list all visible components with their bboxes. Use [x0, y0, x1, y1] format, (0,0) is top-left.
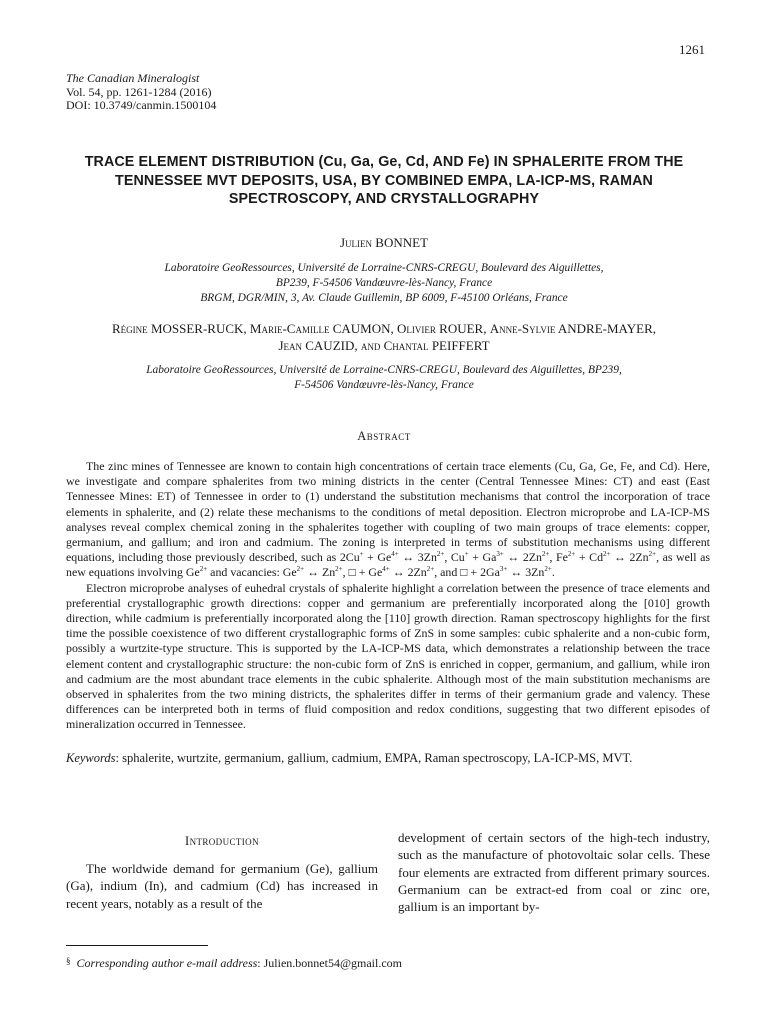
author-last-name: ROUER — [439, 321, 484, 336]
footnote-rule — [66, 945, 208, 946]
journal-doi: DOI: 10.3749/canmin.1500104 — [66, 98, 217, 112]
affiliation-2 — [100, 363, 668, 393]
affiliation-line: F-54506 Vandœuvre-lès-Nancy, France — [294, 379, 474, 391]
journal-volume: Vol. 54, pp. 1261-1284 (2016) — [66, 84, 212, 99]
abstract-body — [66, 459, 710, 733]
author-last-name: CAUMON — [332, 321, 391, 336]
body-paragraph: development of certain sectors of the high-tech industry, such as the manufacture of photovoltaic solar cells. These four elements are extracted from different primary sources. Germanium can be extract-ed from coal or zinc ore, gallium is an important by- — [398, 830, 710, 915]
keywords-list: : sphalerite, wurtzite, germanium, gallium, cadmium, EMPA, Raman spectroscopy, LA-ICP-MS, MVT. — [115, 751, 633, 765]
affiliation-1 — [100, 261, 668, 306]
footnote-email: : Julien.bonnet54@gmail.com — [257, 956, 402, 970]
author-first-name: Jean — [278, 338, 302, 353]
author-line-2: Régine MOSSER-RUCK, Marie-Camille CAUMON, Olivier ROUER, Anne-Sylvie ANDRE-MAYER, Jean CAUZID, and Chantal PEIFFERT — [112, 321, 656, 353]
author-first-name: Marie-Camille — [249, 321, 330, 336]
affiliation-line: BRGM, DGR/MIN, 3, Av. Claude Guillemin, BP 6009, F-45100 Orléans, France — [200, 292, 568, 304]
keywords — [66, 750, 710, 766]
abstract-paragraph-1: The zinc mines of Tennessee are known to contain high concentrations of certain trace elements (Cu, Ga, Ge, Fe, and Cd). Here, we investigate and compare sphalerites from two mining districts in the center (Central Tennessee Mines: CT) and east (East Tennessee Mines: ET) of Tennessee in order to (1) understand the substitution mechanisms that control the incorporation of trace elements in sphalerite, and (2) relate these mechanisms to the conditions of metal deposition. Electron microprobe and LA-ICP-MS analyses reveal complex chemical zoning in the sphalerites together with coupling of two main groups of trace elements: copper, germanium, and gallium; and iron and cadmium. The zoning is interpreted in terms of substitution mechanisms using different equations, including those previously described, such as $2Cu^+ + Ge^{4+}$ ↔ $3Zn^{2+}$, $Cu^+ + Ga^{3+}$ ↔ $2Zn^{2+}$, $Fe^{2+} + Cd^{2+}$ ↔ $2Zn^{2+}$, as well as new equations involving $Ge^{2+}$ and vacancies: $Ge^{2+}$ ↔ $Zn^{2+}$, □ + $Ge^{4+}$ ↔ $2Zn^{2+}$, and □ + $2Ga^{3+}$ ↔ $3Zn^{2+}$. — [66, 459, 710, 580]
author-last-name: PEIFFERT — [431, 338, 490, 353]
journal-name: The Canadian Mineralogist — [66, 71, 200, 85]
body-column-right — [398, 829, 710, 915]
footnote-symbol: § — [66, 956, 71, 966]
body-paragraph: The worldwide demand for germanium (Ge), gallium (Ga), indium (In), and cadmium (Cd) has increased in recent years, notably as a result of the — [66, 861, 378, 911]
author-last-name: ANDRE-MAYER — [557, 321, 653, 336]
footnote — [66, 956, 402, 971]
affiliation-line: Laboratoire GeoRessources, Université de Lorraine-CNRS-CREGU, Boulevard des Aiguillettes, BP239, — [146, 364, 622, 376]
author-last-name: BONNET — [375, 235, 429, 250]
abstract-heading: Abstract — [357, 429, 411, 443]
keywords-label: Keywords — [66, 751, 116, 765]
footnote-label: Corresponding author e-mail address — [76, 956, 258, 970]
author-first-name: Olivier — [397, 321, 436, 336]
introduction-heading: Introduction — [185, 834, 259, 848]
author-last-name: MOSSER-RUCK — [150, 321, 244, 336]
author-line-1 — [62, 234, 706, 251]
affiliation-line: Laboratoire GeoRessources, Université de Lorraine-CNRS-CREGU, Boulevard des Aiguillettes, — [164, 262, 604, 274]
author-first-name: Chantal — [383, 338, 429, 353]
author-first-name: Julien — [339, 235, 373, 250]
journal-header — [66, 72, 216, 113]
affiliation-line: BP239, F-54506 Vandœuvre-lès-Nancy, France — [275, 277, 493, 289]
paper-title: TRACE ELEMENT DISTRIBUTION (Cu, Ga, Ge, Cd, AND Fe) IN SPHALERITE FROM THE TENNESSEE MVT DEPOSITS, USA, BY COMBINED EMPA, LA-ICP-MS, RAMAN SPECTROSCOPY, AND CRYSTALLOGRAPHY — [84, 154, 684, 207]
abstract-paragraph-2: Electron microprobe analyses of euhedral crystals of sphalerite highlight a correlation between the presence of trace elements and preferential crystallographic growth directions: copper and germanium are preferentially incorporated along the [010] growth direction, while cadmium is preferentially incorporated along the [110] growth direction. Raman spectroscopy highlights for the first time the possible coexistence of two different crystallographic forms of ZnS in some samples: cubic sphalerite and a non-cubic form, possibly a wurtzite-type structure. This is supported by the LA-ICP-MS data, which demonstrates a relationship between the trace element content and crystallographic structure: the non-cubic form of ZnS is enriched in copper, germanium, and gallium, while iron and cadmium are the most abundant trace elements in the cubic sphalerite. Although most of the main substitution mechanisms are observed in sphalerites from the two mining districts, the sphalerites differ in terms of their germanium grade and valency. These differences can be interpreted both in terms of fluid composition and redox conditions, suggesting that two different episodes of mineralization occurred in Tennessee. — [66, 580, 710, 732]
body-column-left — [66, 860, 378, 912]
author-first-name: Anne-Sylvie — [489, 321, 556, 336]
author-first-name: Régine — [112, 321, 148, 336]
author-last-name: CAUZID — [305, 338, 355, 353]
author-conjunction: and — [360, 338, 381, 353]
page-number: 1261 — [679, 42, 705, 57]
